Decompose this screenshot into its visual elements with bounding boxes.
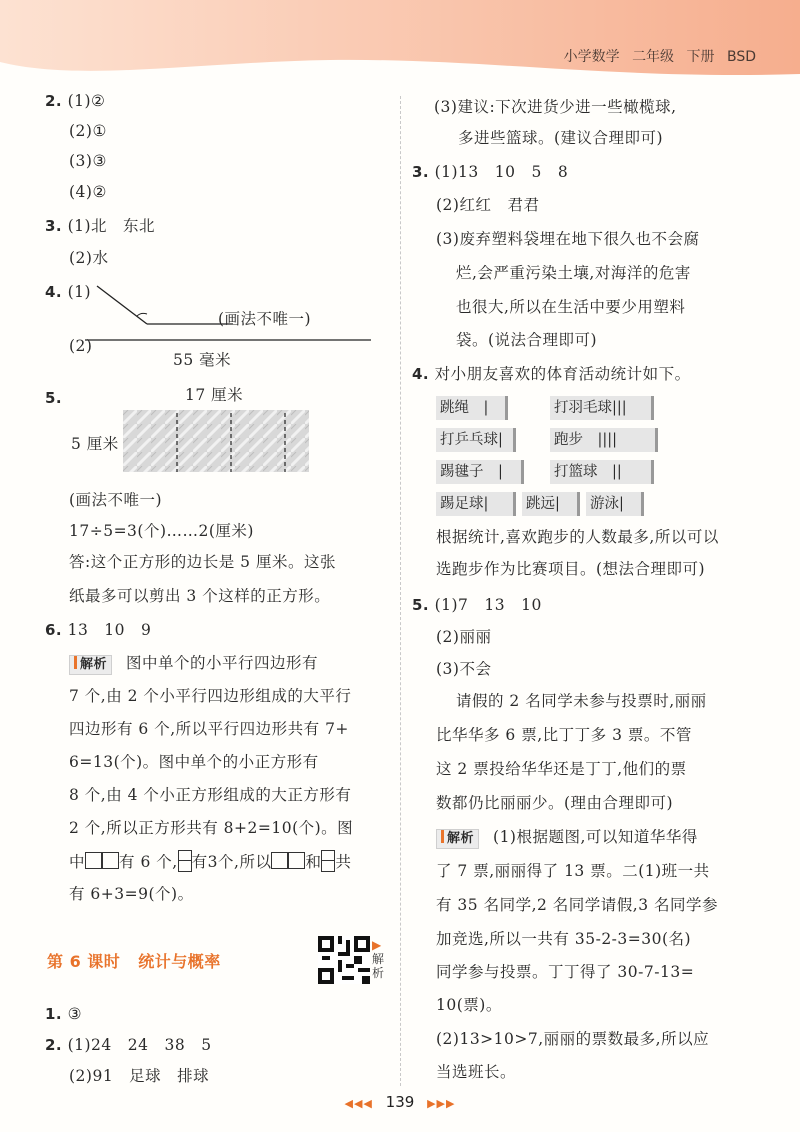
q6-analysis-line4: 6=13(个)。图中单个的小正方形有 [69, 753, 319, 771]
tally-shuttlecock: 踢毽子 | [436, 460, 524, 484]
r3-line6: 袋。(说法合理即可) [456, 331, 598, 349]
r4-conclusion-line1: 根据统计,喜欢跑步的人数最多,所以可以 [436, 528, 719, 546]
r5-analysis-line7: (2)13>10>7,丽丽的票数最多,所以应 [436, 1030, 710, 1048]
r5-analysis-line4: 加竞选,所以一共有 35-2-3=30(名) [436, 930, 692, 948]
r5-analysis-line2: 了 7 票,丽丽得了 13 票。二(1)班一共 [436, 862, 710, 880]
q6-analysis-line5: 8 个,由 4 个小正方形组成的大正方形有 [69, 786, 352, 804]
q5-calculation: 17÷5=3(个)……2(厘米) [69, 522, 254, 540]
r0-line2: 多进些篮球。(建议合理即可) [458, 129, 664, 147]
page-footer [0, 1093, 800, 1111]
r3-line3: (3)废弃塑料袋埋在地下很久也不会腐 [436, 230, 700, 248]
r5-analysis-line1: 解析 (1)根据题图,可以知道华华得 [436, 826, 698, 849]
qr-label: ▶ 解析 [372, 938, 385, 980]
header-info: 小学数学 二年级 下册 BSD [563, 49, 756, 65]
analysis-tag: 解析 [69, 655, 112, 675]
q6-analysis-line8: 有 6+3=9(个)。 [69, 885, 194, 903]
r3-line1: 3. (1)13 10 5 8 [412, 163, 569, 181]
q4-line1: 4. (1) [45, 283, 92, 301]
page-number: 139 [385, 1093, 415, 1111]
r4-line1: 4. 对小朋友喜欢的体育活动统计如下。 [412, 365, 691, 383]
tally-badminton: 打羽毛球||| [550, 396, 654, 420]
square-shape-icon [288, 852, 305, 869]
q6-analysis-line3: 四边形有 6 个,所以平行四边形共有 7+ [69, 720, 349, 738]
r5-reason-line1: 请假的 2 名同学未参与投票时,丽丽 [456, 692, 707, 710]
qr-code-icon[interactable] [318, 936, 370, 984]
right-arrows-icon: ▶▶▶ [427, 1097, 456, 1110]
q3-answer-2: (2)水 [69, 249, 109, 267]
r4-conclusion-line2: 选跑步作为比赛项目。(想法合理即可) [436, 560, 706, 578]
r5-line3: (3)不会 [436, 660, 492, 678]
q5-width-label: 17 厘米 [185, 386, 244, 404]
tally-basketball: 打篮球 || [550, 460, 654, 484]
q5-num: 5. [45, 389, 63, 407]
q4-length-label: 55 毫米 [173, 351, 232, 369]
b2-line2: (2)91 足球 排球 [69, 1067, 210, 1085]
q6-analysis-line1: 解析 图中单个的小平行四边形有 [69, 652, 318, 675]
r3-line2: (2)红红 君君 [436, 196, 540, 214]
r5-analysis-line6: 10(票)。 [436, 996, 502, 1014]
q4-part2: (2) [69, 337, 93, 355]
square-shape-icon [271, 852, 288, 869]
analysis-tag: 解析 [436, 829, 479, 849]
b2-line1: 2. (1)24 24 38 5 [45, 1036, 212, 1054]
q4-note: (画法不唯一) [218, 310, 312, 328]
q3-line1: 3. (1)北 东北 [45, 217, 156, 235]
tally-running: 跑步 |||| [550, 428, 658, 452]
lesson-heading: 第 6 课时 统计与概率 [47, 952, 221, 971]
q2-answer-3: (3)③ [69, 152, 107, 170]
q2-line1: 2. (1)② [45, 92, 106, 110]
r5-reason-line4: 数都仍比丽丽少。(理由合理即可) [436, 794, 674, 812]
r3-line4: 烂,会严重污染土壤,对海洋的危害 [456, 264, 691, 282]
square-shape-icon [85, 852, 102, 869]
r5-reason-line3: 这 2 票投给华华还是丁丁,他们的票 [436, 760, 687, 778]
left-arrows-icon: ◀◀◀ [344, 1097, 373, 1110]
q6-analysis-line6: 2 个,所以正方形共有 8+2=10(个)。图 [69, 819, 354, 837]
q5-answer-line2: 纸最多可以剪出 3 个这样的正方形。 [69, 587, 331, 605]
r0-line1: (3)建议:下次进货少进一些橄榄球, [434, 98, 677, 116]
q6-analysis-line7: 中 有 6 个, 有3个,所以 和 共 [69, 850, 352, 873]
r5-line1: 5. (1)7 13 10 [412, 596, 542, 614]
q6-line1: 6. 13 10 9 [45, 621, 152, 639]
b1-line: 1. ③ [45, 1005, 82, 1023]
tall-rect-icon [321, 850, 335, 872]
r5-line2: (2)丽丽 [436, 628, 492, 646]
q5-height-label: 5 厘米 [71, 435, 119, 453]
column-divider [400, 96, 401, 1086]
paper-strip [123, 410, 309, 472]
tally-long-jump: 跳远| [522, 492, 580, 516]
r3-line5: 也很大,所以在生活中要少用塑料 [456, 298, 686, 316]
r5-analysis-line5: 同学参与投票。丁丁得了 30-7-13= [436, 963, 695, 981]
r5-analysis-line3: 有 35 名同学,2 名同学请假,3 名同学参 [436, 896, 719, 914]
q2-answer-2: (2)① [69, 122, 107, 140]
tally-jump-rope: 跳绳 | [436, 396, 508, 420]
q2-answer-4: (4)② [69, 183, 107, 201]
r5-reason-line2: 比华华多 6 票,比丁丁多 3 票。不管 [436, 726, 692, 744]
square-shape-icon [102, 852, 119, 869]
tally-swimming: 游泳| [586, 492, 644, 516]
tally-football: 踢足球| [436, 492, 516, 516]
q6-analysis-line2: 7 个,由 2 个小平行四边形组成的大平行 [69, 687, 352, 705]
tally-ping-pong: 打乒乓球| [436, 428, 516, 452]
q5-note: (画法不唯一) [69, 491, 163, 509]
q5-answer-line1: 答:这个正方形的边长是 5 厘米。这张 [69, 553, 336, 571]
tall-rect-icon [178, 850, 192, 872]
r5-analysis-line8: 当选班长。 [436, 1063, 517, 1081]
